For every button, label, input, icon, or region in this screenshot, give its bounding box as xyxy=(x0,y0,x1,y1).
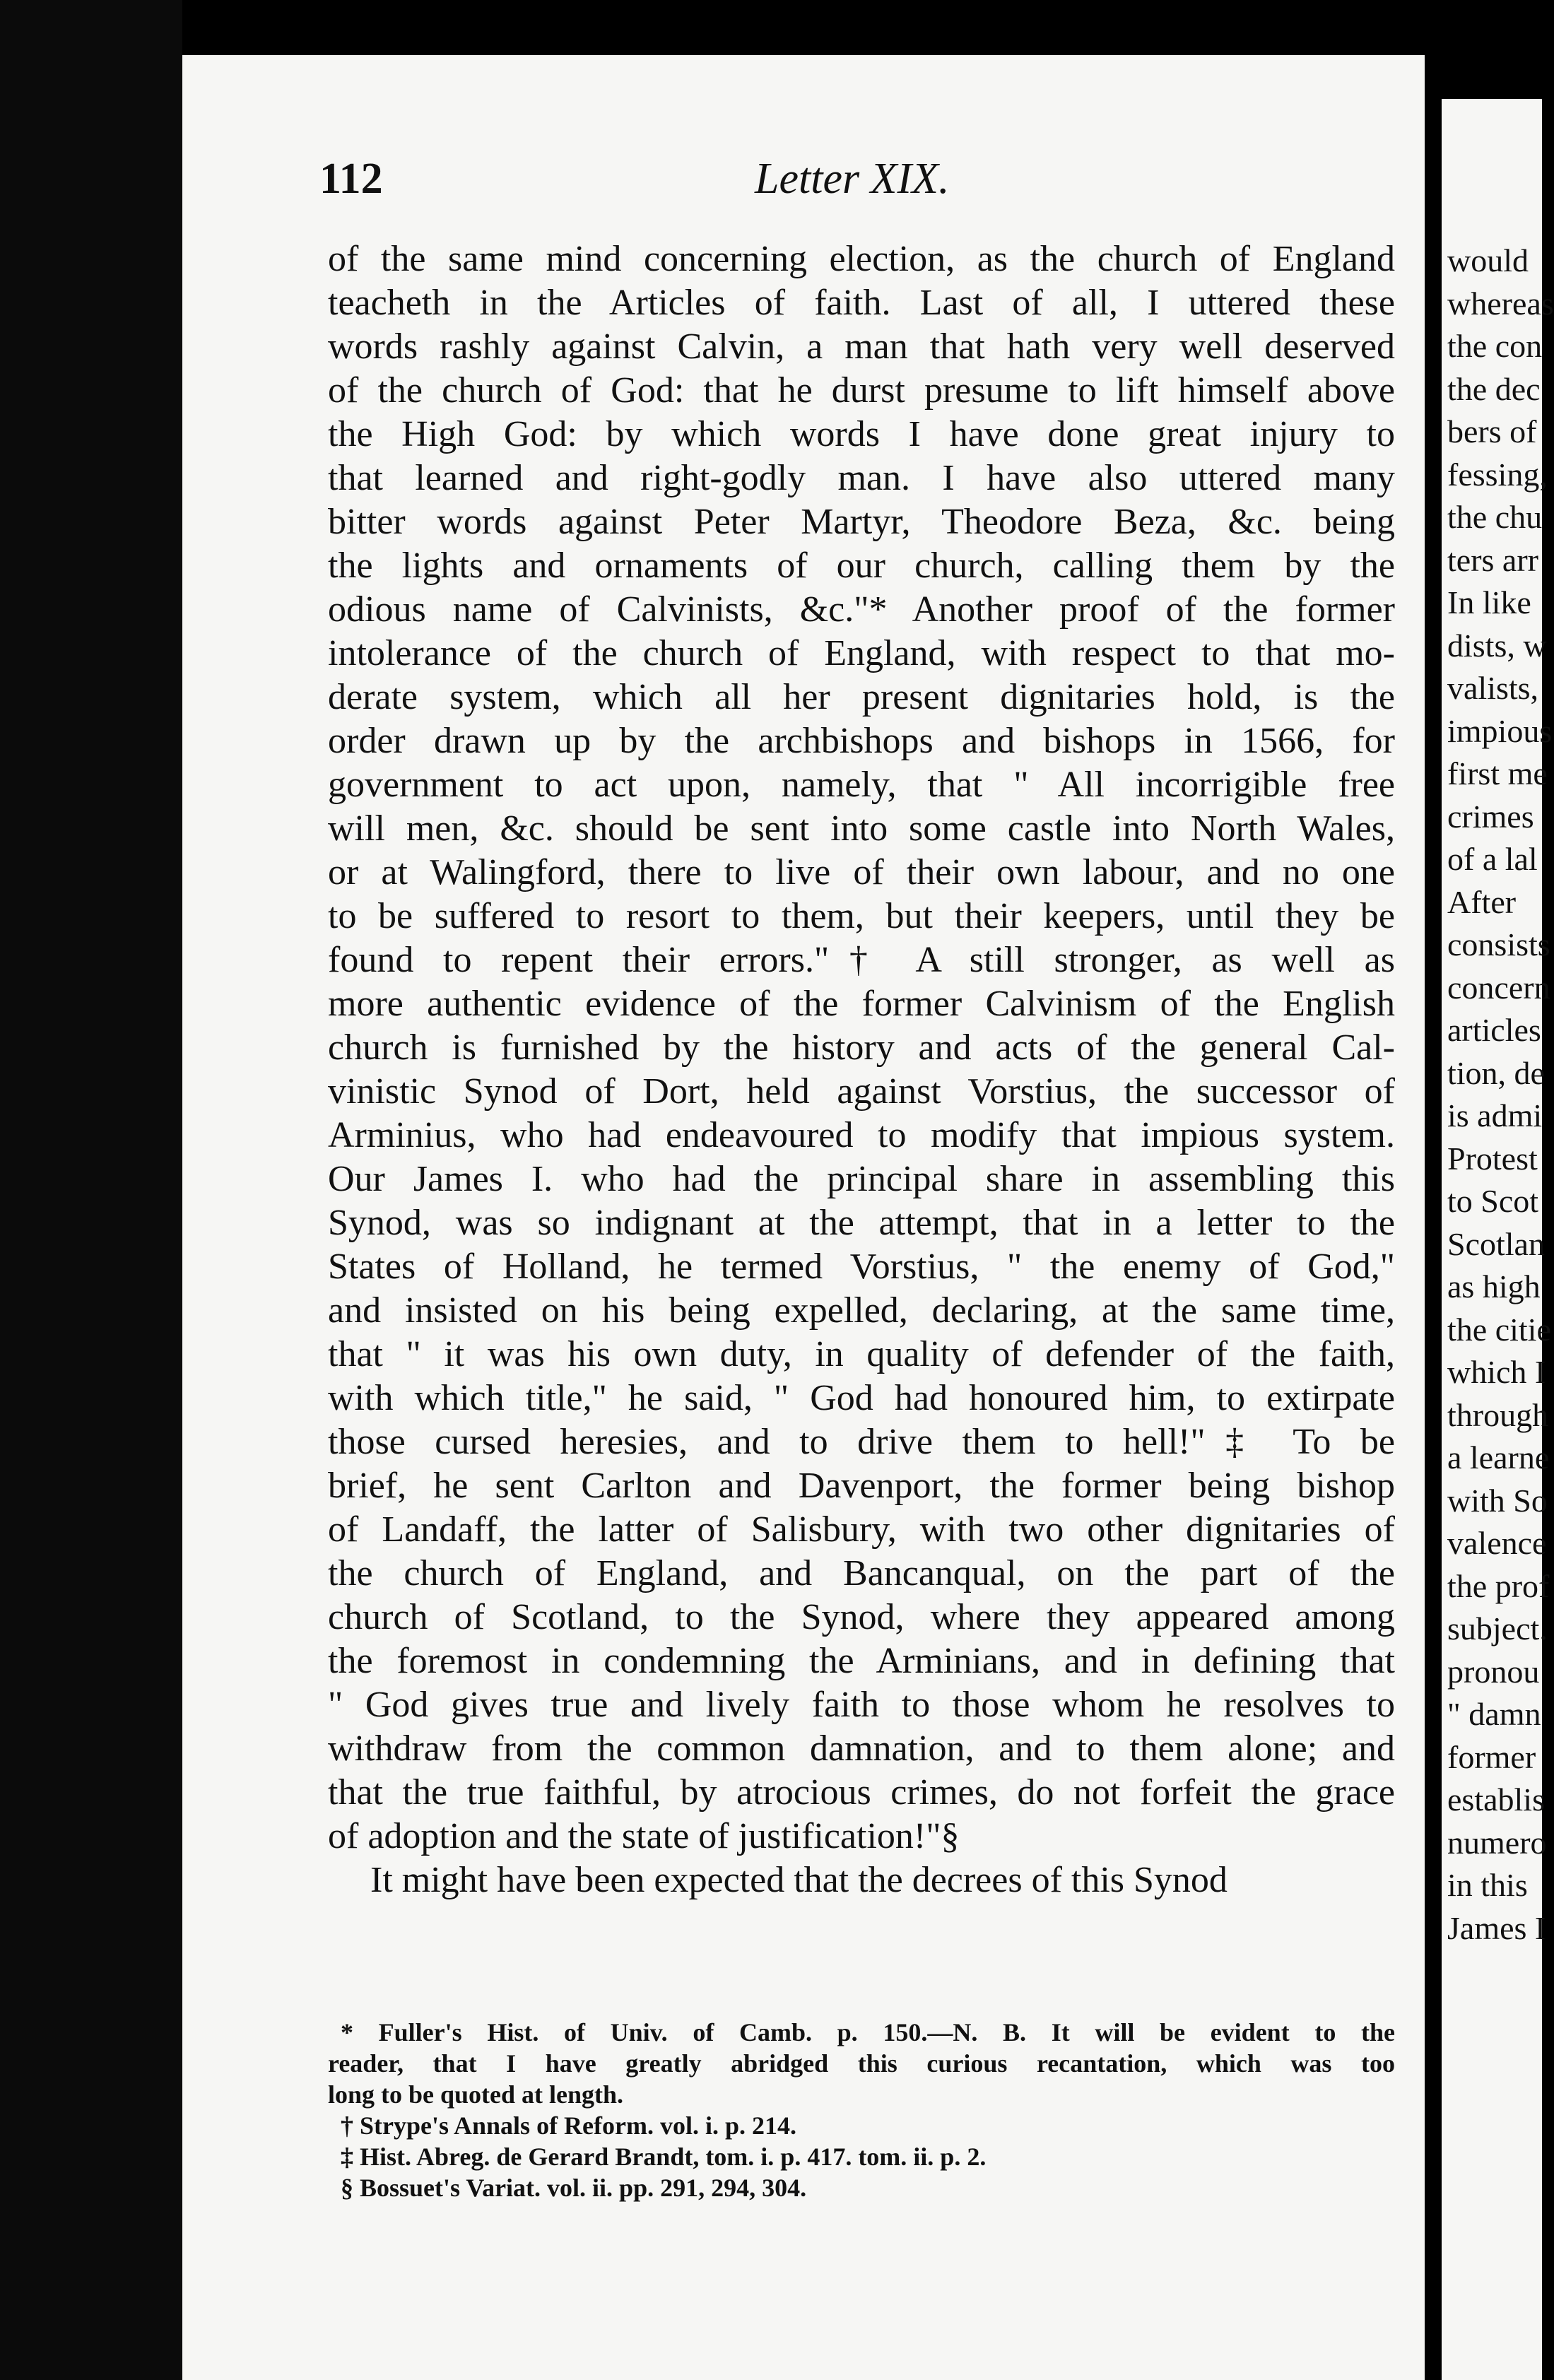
facing-page-fragment: fessing, xyxy=(1447,456,1548,493)
text-line: government to act upon, namely, that " All incorrigible free xyxy=(328,765,1395,805)
facing-page-fragment: bers of xyxy=(1447,413,1537,449)
text-line: found to repent their errors."† A still stronger, as well as xyxy=(328,940,1395,980)
text-line: withdraw from the common damnation, and to them alone; and xyxy=(328,1728,1395,1769)
facing-page-fragment: the chu xyxy=(1447,499,1543,535)
facing-page-fragment: to Scot xyxy=(1447,1183,1539,1219)
text-line: that learned and right-godly man. I have also uttered many xyxy=(328,458,1395,498)
text-line: and insisted on his being expelled, declaring, at the same time, xyxy=(328,1290,1395,1331)
text-line: Synod, was so indignant at the attempt, that in a letter to the xyxy=(328,1203,1395,1243)
text-line: vinistic Synod of Dort, held against Vorstius, the successor of xyxy=(328,1071,1395,1112)
book-page xyxy=(182,55,1425,2380)
facing-page-fragment: consists xyxy=(1447,926,1550,962)
facing-page-fragment: valence xyxy=(1447,1525,1547,1561)
text-line: States of Holland, he termed Vorstius, " the enemy of God," xyxy=(328,1247,1395,1287)
facing-page-fragment: concern xyxy=(1447,969,1550,1006)
footnote-line: † Strype's Annals of Reform. vol. i. p. 214. xyxy=(341,2111,797,2140)
page-number: 112 xyxy=(319,155,383,203)
facing-page-fragment: with So xyxy=(1447,1482,1548,1519)
text-line: words rashly against Calvin, a man that hath very well deserved xyxy=(328,326,1395,367)
text-line: that " it was his own duty, in quality of defender of the faith, xyxy=(328,1334,1395,1374)
facing-page-fragment: ters arr xyxy=(1447,541,1538,578)
facing-page-fragment: whereas xyxy=(1447,285,1554,322)
text-line: those cursed heresies, and to drive them to hell!"‡ To be xyxy=(328,1422,1395,1462)
text-line: brief, he sent Carlton and Davenport, the former being bishop xyxy=(328,1466,1395,1506)
facing-page-fragment: subject. xyxy=(1447,1610,1548,1646)
facing-page-fragment: the citie xyxy=(1447,1311,1551,1348)
footnote-line: reader, that I have greatly abridged this curious recantation, which was too xyxy=(328,2049,1395,2078)
facing-page-fragment: articles xyxy=(1447,1012,1541,1048)
facing-page-fragment: numero xyxy=(1447,1824,1547,1861)
facing-page-fragment: James I xyxy=(1447,1909,1546,1946)
text-line: of Landaff, the latter of Salisbury, with two other dignitaries of xyxy=(328,1509,1395,1550)
footnote-line: ‡ Hist. Abreg. de Gerard Brandt, tom. i. p. 417. tom. ii. p. 2. xyxy=(341,2143,987,2171)
facing-page-fragment: Protest xyxy=(1447,1140,1538,1177)
facing-page-fragment: valists, xyxy=(1447,670,1539,706)
text-line: that the true faithful, by atrocious crimes, do not forfeit the grace xyxy=(328,1772,1395,1813)
facing-page-fragment: tion, de xyxy=(1447,1054,1545,1091)
text-line: derate system, which all her present dignitaries hold, is the xyxy=(328,677,1395,717)
facing-page-fragment: crimes xyxy=(1447,798,1534,835)
running-head: Letter XIX. xyxy=(755,155,950,203)
footnote-line: long to be quoted at length. xyxy=(328,2080,624,2109)
footnotes xyxy=(328,2017,1395,2203)
facing-page-fragment: would xyxy=(1447,242,1529,278)
page-header xyxy=(182,154,1425,218)
text-line: of the same mind concerning election, as the church of England xyxy=(328,239,1395,279)
text-line: odious name of Calvinists, &c."* Another proof of the former xyxy=(328,589,1395,630)
text-line: of adoption and the state of justification!"§ xyxy=(328,1816,960,1856)
text-line: Our James I. who had the principal share in assembling this xyxy=(328,1159,1395,1199)
facing-page-fragment: dists, w xyxy=(1447,627,1547,664)
facing-page-fragment: through xyxy=(1447,1396,1549,1433)
text-line: bitter words against Peter Martyr, Theodore Beza, &c. being xyxy=(328,502,1395,542)
facing-page-fragment: In like xyxy=(1447,584,1531,620)
facing-page-fragment: Scotlan xyxy=(1447,1225,1545,1262)
facing-page-fragment: a learne xyxy=(1447,1439,1550,1475)
facing-page-fragment: first me xyxy=(1447,755,1548,791)
facing-page-fragment: as high xyxy=(1447,1268,1541,1304)
text-line: with which title," he said, " God had honoured him, to extirpate xyxy=(328,1378,1395,1418)
text-line: or at Walingford, there to live of their own labour, and no one xyxy=(328,852,1395,892)
text-line: " God gives true and lively faith to those whom he resolves to xyxy=(328,1685,1395,1725)
facing-page-fragment: in this xyxy=(1447,1867,1528,1903)
text-line: the church of England, and Bancanqual, on the part of the xyxy=(328,1553,1395,1593)
facing-page-fragment: the dec xyxy=(1447,370,1541,407)
facing-page-fragment: pronou xyxy=(1447,1653,1540,1690)
text-line: the High God: by which words I have done great injury to xyxy=(328,414,1395,454)
facing-page-edge xyxy=(1442,99,1554,2380)
text-line: intolerance of the church of England, with respect to that mo- xyxy=(328,633,1395,673)
facing-page-fragment: is admi xyxy=(1447,1097,1543,1133)
facing-page-fragment: which I xyxy=(1447,1354,1546,1390)
scan-left-border xyxy=(0,0,182,2380)
facing-page-fragment: impious xyxy=(1447,712,1553,749)
footnote-line: * Fuller's Hist. of Univ. of Camb. p. 150.—N. B. It will be evident to the xyxy=(341,2018,1395,2046)
text-line: will men, &c. should be sent into some castle into North Wales, xyxy=(328,808,1395,849)
facing-page-fragment: the con xyxy=(1447,328,1543,364)
body-text xyxy=(328,237,1395,1902)
text-line: teacheth in the Articles of faith. Last of all, I uttered these xyxy=(328,283,1395,323)
text-line: to be suffered to resort to them, but their keepers, until they be xyxy=(328,896,1395,936)
text-line: of the church of God: that he durst presume to lift himself above xyxy=(328,370,1395,411)
text-line: It might have been expected that the decrees of this Synod xyxy=(370,1860,1228,1900)
text-line: the foremost in condemning the Arminians, and in defining that xyxy=(328,1641,1395,1681)
text-line: church of Scotland, to the Synod, where they appeared among xyxy=(328,1597,1395,1637)
text-line: the lights and ornaments of our church, calling them by the xyxy=(328,546,1395,586)
facing-page-fragment: former xyxy=(1447,1738,1536,1775)
facing-page-fragment: After xyxy=(1447,883,1517,920)
text-line: Arminius, who had endeavoured to modify that impious system. xyxy=(328,1115,1395,1155)
facing-page-fragment: the prof xyxy=(1447,1567,1550,1604)
facing-page-fragment: establis xyxy=(1447,1781,1545,1818)
text-line: order drawn up by the archbishops and bishops in 1566, for xyxy=(328,721,1395,761)
facing-page-fragment: of a lal xyxy=(1447,841,1538,877)
text-line: church is furnished by the history and acts of the general Cal- xyxy=(328,1027,1395,1068)
footnote-line: § Bossuet's Variat. vol. ii. pp. 291, 294, 304. xyxy=(341,2174,807,2202)
facing-page-fragment: " damn xyxy=(1447,1696,1541,1732)
text-line: more authentic evidence of the former Calvinism of the English xyxy=(328,984,1395,1024)
book-gutter xyxy=(1425,0,1442,2380)
